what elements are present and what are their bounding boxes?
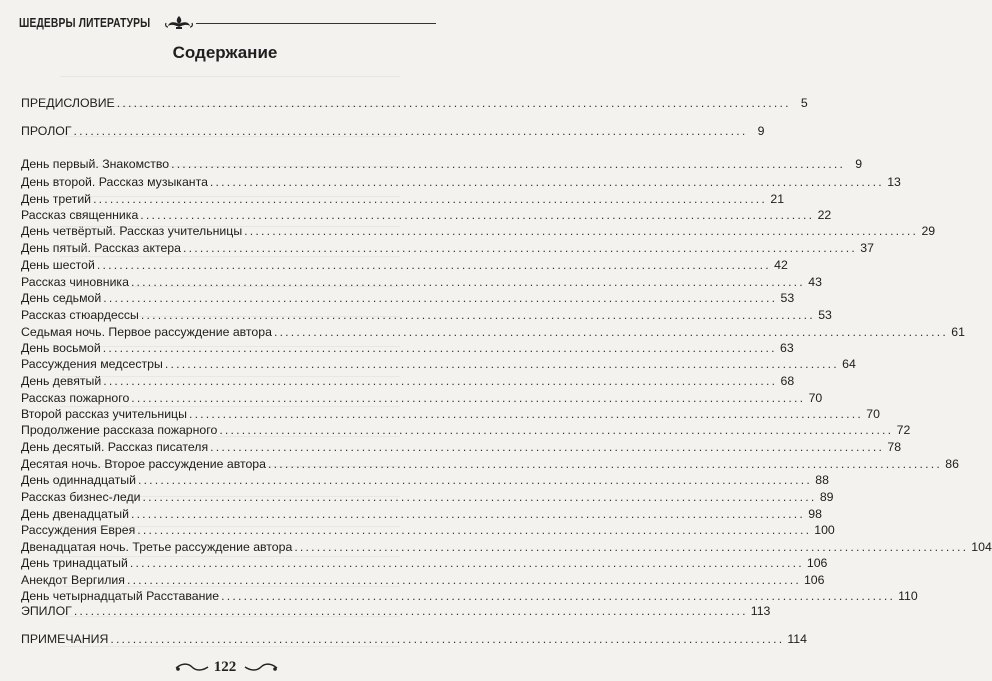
toc-entry-title: Продолжение рассказа пожарного <box>21 423 218 437</box>
header-rule <box>196 23 436 24</box>
toc-entry <box>21 173 901 189</box>
toc-entry <box>21 471 829 487</box>
toc-entry-page: 5 <box>800 96 808 110</box>
dot-leader: ........................................................................................................................ <box>130 507 805 521</box>
series-title: ШЕДЕВРЫ ЛИТЕРАТУРЫ <box>19 16 151 30</box>
toc-entry-page: 53 <box>780 291 795 305</box>
toc-entry <box>21 521 835 537</box>
toc-entry-page: 72 <box>896 423 911 437</box>
toc-entry-page: 113 <box>750 604 771 618</box>
toc-entry <box>21 571 825 587</box>
toc-entry-title: День шестой <box>21 258 95 272</box>
toc-entry-page: 100 <box>814 523 835 537</box>
toc-entry-title: День восьмой <box>21 341 101 355</box>
toc-entry <box>21 372 795 388</box>
toc-entry-page: 63 <box>780 341 794 355</box>
toc-entry <box>21 239 874 255</box>
toc-entry-title: Двенадцатая ночь. Третье рассуждение автора <box>21 540 293 554</box>
dot-leader: ........................................................................................................................ <box>73 604 748 618</box>
toc-entry-title: Рассказ пожарного <box>21 391 130 405</box>
toc-entry-title: Рассказ священника <box>21 208 139 222</box>
dot-leader: ........................................................................................................................ <box>129 556 804 570</box>
toc-entry-page: 9 <box>855 157 863 171</box>
running-header <box>0 6 450 34</box>
toc-entry-page: 86 <box>945 457 959 471</box>
toc-entry <box>21 630 807 646</box>
dot-leader: ........................................................................................................................ <box>137 523 812 537</box>
dot-leader: ........................................................................................................................ <box>294 540 969 554</box>
dot-leader: ........................................................................................................................ <box>137 473 812 487</box>
toc-entry-title: Анекдот Вергилия <box>21 573 125 587</box>
dot-leader: ........................................................................................................................ <box>171 157 846 171</box>
toc-entry-title: День одиннадцатый <box>21 473 136 487</box>
toc-entry-page: 68 <box>780 374 795 388</box>
toc-entry-title: День седьмой <box>21 291 102 305</box>
dot-leader: ........................................................................................................................ <box>102 341 777 355</box>
toc-entry-page: 43 <box>808 275 822 289</box>
dot-leader: ........................................................................................................................ <box>219 423 894 437</box>
toc-entry <box>21 273 822 289</box>
toc-entry-title: ЭПИЛОГ <box>21 604 72 618</box>
toc-entry-page: 98 <box>808 507 822 521</box>
dot-leader: ........................................................................................................................ <box>96 258 771 272</box>
page-number: 122 <box>213 659 237 675</box>
toc-entry <box>21 455 959 471</box>
toc-entry <box>21 538 992 554</box>
dot-leader: ........................................................................................................................ <box>273 325 948 339</box>
toc-entry <box>21 94 808 110</box>
toc-entry <box>21 587 918 603</box>
toc-entry-title: Седьмая ночь. Первое рассуждение автора <box>21 325 272 339</box>
toc-entry <box>21 554 828 570</box>
toc-entry-page: 13 <box>887 175 901 189</box>
dot-leader: ........................................................................................................................ <box>140 308 815 322</box>
toc-entry-title: День третий <box>21 192 92 206</box>
toc-entry-title: Рассказ бизнес-леди <box>21 490 141 504</box>
toc-entry-title: Рассказ стюардессы <box>21 308 139 322</box>
dot-leader: ........................................................................................................................ <box>140 208 815 222</box>
page-title: Содержание <box>172 43 278 62</box>
toc-entry-page: 53 <box>818 308 832 322</box>
toc-entry-page: 9 <box>757 124 765 138</box>
toc-entry <box>21 206 832 222</box>
toc-entry-title: День десятый. Рассказ писателя <box>21 440 209 454</box>
toc-entry-page: 29 <box>921 224 936 238</box>
toc-entry-page: 104 <box>971 540 992 554</box>
toc-entry <box>21 256 788 272</box>
toc-entry-page: 22 <box>817 208 832 222</box>
dot-leader: ........................................................................................................................ <box>103 291 778 305</box>
dot-leader: ........................................................................................................................ <box>221 589 896 603</box>
toc-entry <box>21 405 880 421</box>
dot-leader: ........................................................................................................................ <box>182 241 857 255</box>
toc-entry-title: День девятый <box>21 374 102 388</box>
dot-leader: ........................................................................................................................ <box>210 440 885 454</box>
toc-entry <box>21 155 863 171</box>
dot-leader: ........................................................................................................................ <box>188 407 863 421</box>
toc-entry-title: День четвёртый. Рассказ учительницы <box>21 224 243 238</box>
toc-entry-title: ПРИМЕЧАНИЯ <box>21 632 109 646</box>
toc-entry-page: 37 <box>860 241 874 255</box>
toc-entry <box>21 190 785 206</box>
scroll-flourish-icon <box>243 662 279 674</box>
toc-entry-title: Второй рассказ учительницы <box>21 407 187 421</box>
toc-entry-page: 70 <box>808 391 823 405</box>
toc-entry-page: 21 <box>770 192 785 206</box>
toc-entry <box>21 306 832 322</box>
dot-leader: ........................................................................................................................ <box>131 391 806 405</box>
toc-entry <box>21 339 794 355</box>
dot-leader: ........................................................................................................................ <box>116 96 791 110</box>
toc-entry-title: ПРЕДИСЛОВИЕ <box>21 96 115 110</box>
dot-leader: ........................................................................................................................ <box>164 357 839 371</box>
toc-entry-page: 106 <box>803 573 825 587</box>
toc-entry-title: Рассуждения Еврея <box>21 523 136 537</box>
toc-entry-title: Рассказ чиновника <box>21 275 129 289</box>
toc-entry <box>21 323 965 339</box>
toc-entry-title: Десятая ночь. Второе рассуждение автора <box>21 457 266 471</box>
toc-entry-page: 88 <box>815 473 829 487</box>
toc-entry-title: День двенадцатый <box>21 507 129 521</box>
dot-leader: ........................................................................................................................ <box>110 632 785 646</box>
toc-entry <box>21 421 911 437</box>
toc-entry <box>21 289 795 305</box>
dot-leader: ........................................................................................................................ <box>142 490 817 504</box>
toc-entry <box>21 122 765 138</box>
toc-entry <box>21 222 936 238</box>
toc-entry-page: 78 <box>887 440 902 454</box>
toc-entry-page: 61 <box>951 325 965 339</box>
toc-entry-page: 106 <box>806 556 828 570</box>
toc-entry-title: ПРОЛОГ <box>21 124 72 138</box>
dot-leader: ........................................................................................................................ <box>244 224 919 238</box>
toc-entry <box>21 438 902 454</box>
toc-entry-page: 42 <box>774 258 788 272</box>
dot-leader: ........................................................................................................................ <box>93 192 768 206</box>
dot-leader: ........................................................................................................................ <box>130 275 805 289</box>
toc-entry-page: 70 <box>866 407 880 421</box>
toc-entry-title: День четырнадцатый Расставание <box>21 589 220 603</box>
toc-entry-title: День второй. Рассказ музыканта <box>21 175 208 189</box>
toc-entry <box>21 602 771 618</box>
toc-entry-title: Рассуждения медсестры <box>21 357 163 371</box>
dot-leader: ........................................................................................................................ <box>103 374 778 388</box>
toc-entry-page: 114 <box>787 632 807 646</box>
dot-leader: ........................................................................................................................ <box>267 457 942 471</box>
dot-leader: ........................................................................................................................ <box>73 124 748 138</box>
toc-entry-title: День первый. Знакомство <box>21 157 170 171</box>
toc-entry-page: 64 <box>842 357 856 371</box>
fleur-de-lis-ornament-icon <box>164 15 194 31</box>
toc-entry <box>21 505 822 521</box>
toc-entry <box>21 488 834 504</box>
toc-entry <box>21 355 856 371</box>
dot-leader: ........................................................................................................................ <box>126 573 801 587</box>
toc-entry <box>21 389 823 405</box>
dot-leader: ........................................................................................................................ <box>209 175 884 189</box>
toc-entry-page: 110 <box>898 589 918 603</box>
toc-entry-page: 89 <box>819 490 834 504</box>
toc-entry-title: День пятый. Рассказ актера <box>21 241 181 255</box>
toc-entry-title: День тринадцатый <box>21 556 128 570</box>
